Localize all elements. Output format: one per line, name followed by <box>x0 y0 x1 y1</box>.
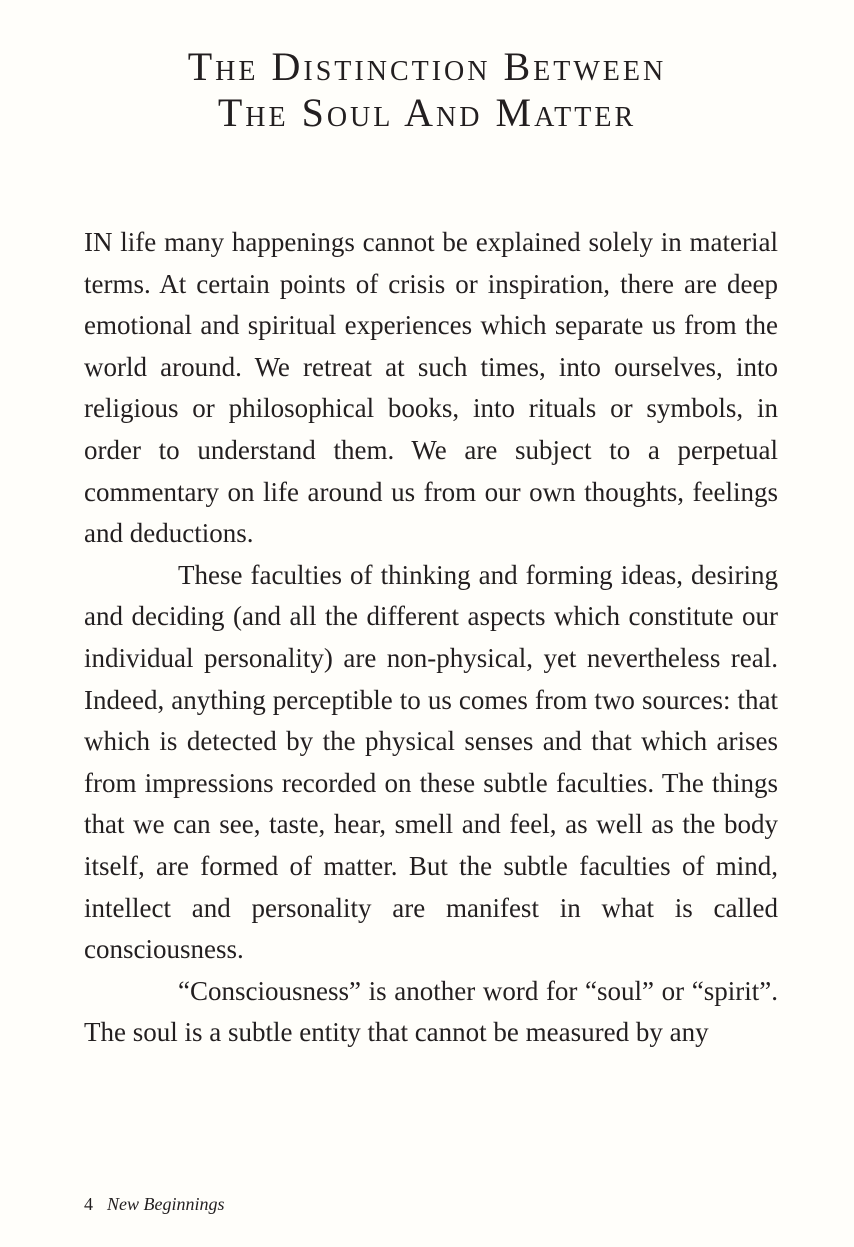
chapter-title-line-2: The Soul And Matter <box>217 90 637 135</box>
paragraph-3: “Consciousness” is another word for “soul” or “spirit”. The soul is a subtle entity that cannot be measured by any <box>84 975 778 1048</box>
page-number: 4 <box>84 1194 93 1214</box>
body-text <box>84 222 778 1054</box>
page-footer <box>84 1192 225 1216</box>
paragraph-1-lead: IN <box>84 227 113 257</box>
running-footer-title: New Beginnings <box>107 1194 225 1214</box>
paragraph-1-text: life many happenings cannot be explained solely in material terms. At certain points of crisis or inspiration, there are deep emotional and spiritual experiences which separate us from the world around. We retreat at such times, into ourselves, into religious or philosophical books, into rituals or symbols, in order to understand them. We are subject to a perpetual commentary on life around us from our own thoughts, feelings and deductions. <box>84 227 778 549</box>
chapter-title <box>0 44 854 136</box>
paragraph-1 <box>84 222 778 555</box>
chapter-title-line-1: The Distinction Between <box>187 44 667 89</box>
paragraph-2: These faculties of thinking and forming ideas, desiring and deciding (and all the different aspects which constitute our individual personality) are non-physical, yet nevertheless real. Indeed, anything perceptible to us comes from two sources: that which is detected by the physical senses and that which arises from impressions recorded on these subtle faculties. The things that we can see, taste, hear, smell and feel, as well as the body itself, are formed of matter. But the subtle faculties of mind, intellect and personality are manifest in what is called consciousness. <box>84 559 778 965</box>
